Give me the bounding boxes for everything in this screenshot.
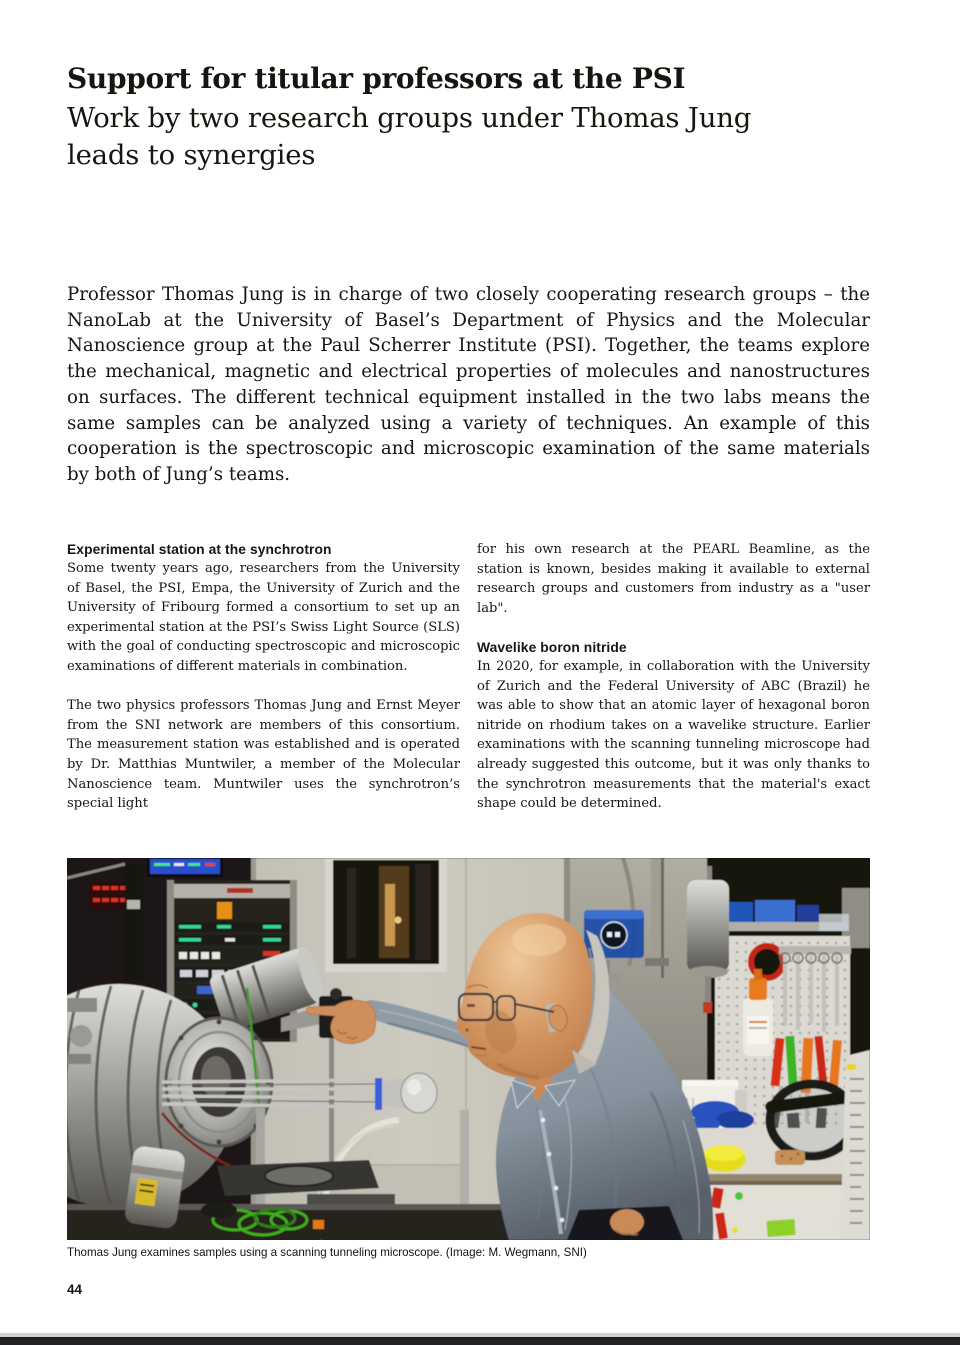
body-paragraph: The two physics professors Thomas Jung and Ernst Meyer from the SNI network are members of this consortium. The measurement station was established and is operated by Dr. Matthias Muntwiler, a member of the Molecular Nanoscience team. Muntwiler uses the synchrotron’s special light xyxy=(67,698,460,812)
footer-dark-bar xyxy=(0,1337,960,1345)
page-number: 44 xyxy=(67,1282,83,1297)
photo-caption: Thomas Jung examines samples using a scanning tunneling microscope. (Image: M. Wegmann, SNI) xyxy=(67,1246,587,1259)
article-subtitle: Work by two research groups under Thomas Jung leads to synergies xyxy=(67,102,752,171)
column-right xyxy=(477,540,870,833)
body-paragraph: In 2020, for example, in collaboration with the University of Zurich and the Federal University of ABC (Brazil) he was able to show that an atomic layer of hexagonal boron nitride on rhodium takes on a wavelike structure. Earlier examinations with the scanning tunneling microscope had already suggested this outcome, but it was only thanks to the synchrotron measurements that the material's exact shape could be determined. xyxy=(477,658,870,812)
section-heading-synchrotron: Experimental station at the synchrotron xyxy=(67,542,332,557)
article-columns xyxy=(67,540,870,833)
lab-photo-illustration xyxy=(67,858,870,1240)
article-photo xyxy=(67,858,870,1240)
body-paragraph: for his own research at the PEARL Beamline, as the station is known, besides making it available to external research groups and customers from industry as a "user lab". xyxy=(477,542,870,616)
footer-bar xyxy=(0,1333,960,1345)
article-lead: Professor Thomas Jung is in charge of two closely cooperating research groups – the NanoLab at the University of Basel’s Department of Physics and the Molecular Nanoscience group at the Paul Scherrer Institute (PSI). Together, the teams explore the mechanical, magnetic and electrical properties of molecules and nanostructures on surfaces. The different technical equipment installed in the two labs means the same samples can be analyzed using a variety of techniques. An example of this cooperation is the spectroscopic and microscopic examination of the same materials by both of Jung’s teams. xyxy=(67,284,870,485)
steel-flask xyxy=(124,1145,186,1229)
section-heading-boron-nitride: Wavelike boron nitride xyxy=(477,639,627,655)
column-left xyxy=(67,540,460,833)
door-window xyxy=(325,858,447,972)
body-paragraph: Some twenty years ago, researchers from the University of Basel, the PSI, Empa, the University of Zurich and the University of Fribourg formed a consortium to set up an experimental station at the PSI’s Swiss Light Source (SLS) with the goal of conducting spectroscopic and microscopic examinations of different materials in combination. xyxy=(67,561,460,674)
article-title: Support for titular professors at the PSI xyxy=(67,62,686,95)
